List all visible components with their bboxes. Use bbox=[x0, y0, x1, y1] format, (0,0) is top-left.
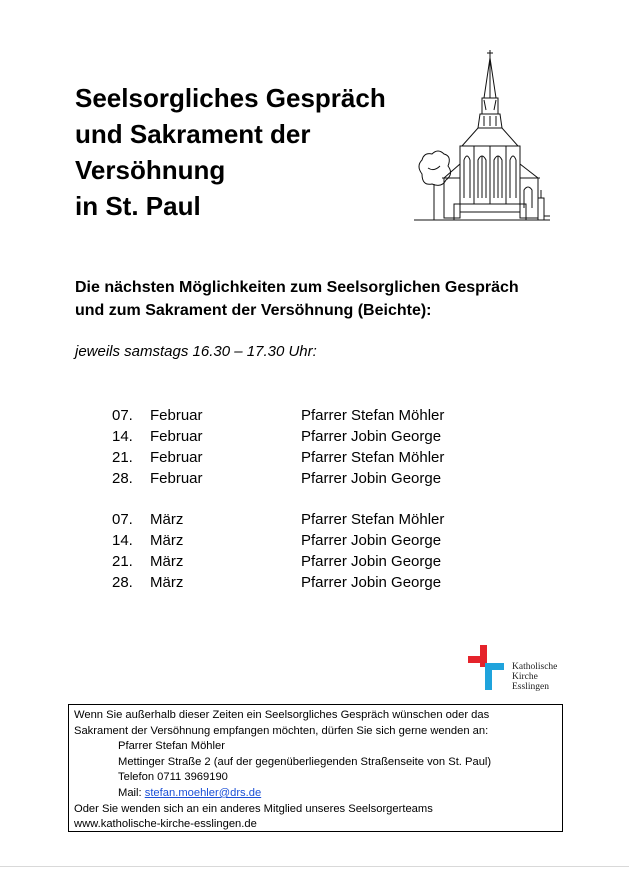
schedule-day: 07. bbox=[112, 407, 133, 424]
schedule-month: März bbox=[150, 511, 184, 528]
logo-text-line: Kirche bbox=[512, 672, 538, 682]
subtitle bbox=[75, 276, 575, 322]
schedule-row bbox=[112, 572, 572, 593]
schedule-february bbox=[112, 405, 572, 489]
schedule-row bbox=[112, 551, 572, 572]
schedule-note: jeweils samstags 16.30 – 17.30 Uhr: bbox=[75, 343, 317, 360]
schedule-month: März bbox=[150, 553, 184, 570]
schedule-month: März bbox=[150, 532, 184, 549]
info-alt-line: Oder Sie wenden sich an ein anderes Mitglied unseres Seelsorgerteams bbox=[74, 802, 433, 815]
info-line: Wenn Sie außerhalb dieser Zeiten ein Seelsorgliches Gespräch wünschen oder das bbox=[74, 709, 490, 721]
title-line: und Sakrament der bbox=[75, 119, 311, 149]
schedule-month: März bbox=[150, 574, 184, 591]
page-bottom-divider bbox=[0, 866, 629, 867]
page-title bbox=[75, 80, 405, 224]
contact-phone: Telefon 0711 3969190 bbox=[118, 771, 228, 784]
subtitle-line: Die nächsten Möglichkeiten zum Seelsorglichen Gespräch bbox=[75, 279, 519, 296]
contact-info-box bbox=[68, 704, 563, 832]
contact-name: Pfarrer Stefan Möhler bbox=[118, 740, 225, 753]
title-line: Seelsorgliches Gespräch bbox=[75, 83, 386, 113]
title-line: Versöhnung bbox=[75, 155, 226, 185]
schedule-day: 14. bbox=[112, 428, 133, 445]
schedule-month: Februar bbox=[150, 449, 203, 466]
info-line: Sakrament der Versöhnung empfangen möchten, dürfen Sie sich gerne wenden an: bbox=[74, 724, 489, 737]
schedule-month: Februar bbox=[150, 470, 203, 487]
schedule-march bbox=[112, 509, 572, 593]
schedule-row bbox=[112, 447, 572, 468]
schedule-priest: Pfarrer Jobin George bbox=[301, 428, 442, 445]
title-line: in St. Paul bbox=[75, 191, 201, 221]
logo-text-line: Katholische bbox=[512, 662, 558, 672]
schedule-day: 21. bbox=[112, 449, 133, 466]
schedule-row bbox=[112, 509, 572, 530]
website-text: www.katholische-kirche-esslingen.de bbox=[74, 818, 257, 831]
mail-label: Mail: bbox=[118, 786, 145, 799]
contact-address: Mettinger Straße 2 (auf der gegenüberliegenden Straßenseite von St. Paul) bbox=[118, 755, 492, 768]
logo-text-line: Esslingen bbox=[512, 682, 549, 692]
schedule-priest: Pfarrer Jobin George bbox=[301, 574, 442, 591]
schedule-priest: Pfarrer Stefan Möhler bbox=[301, 407, 445, 424]
schedule-month: Februar bbox=[150, 407, 203, 424]
schedule-row bbox=[112, 426, 572, 447]
logo-text bbox=[512, 662, 557, 692]
contact-mail bbox=[74, 786, 557, 802]
schedule-row bbox=[112, 405, 572, 426]
schedule-row bbox=[112, 468, 572, 489]
schedule-priest: Pfarrer Jobin George bbox=[301, 553, 442, 570]
subtitle-line: und zum Sakrament der Versöhnung (Beichte): bbox=[75, 302, 432, 319]
schedule-day: 14. bbox=[112, 532, 133, 549]
schedule-priest: Pfarrer Jobin George bbox=[301, 532, 442, 549]
schedule-row bbox=[112, 530, 572, 551]
schedule-priest: Pfarrer Jobin George bbox=[301, 470, 442, 487]
mail-link[interactable]: stefan.moehler@drs.de bbox=[144, 786, 262, 799]
schedule-day: 28. bbox=[112, 574, 133, 591]
schedule-priest: Pfarrer Stefan Möhler bbox=[301, 511, 445, 528]
cross-logo-icon bbox=[466, 643, 506, 693]
schedule-day: 28. bbox=[112, 470, 133, 487]
katholische-kirche-logo bbox=[466, 643, 576, 693]
schedule-day: 21. bbox=[112, 553, 133, 570]
schedule-day: 07. bbox=[112, 511, 133, 528]
schedule-month: Februar bbox=[150, 428, 203, 445]
schedule-priest: Pfarrer Stefan Möhler bbox=[301, 449, 445, 466]
church-illustration bbox=[414, 48, 554, 226]
